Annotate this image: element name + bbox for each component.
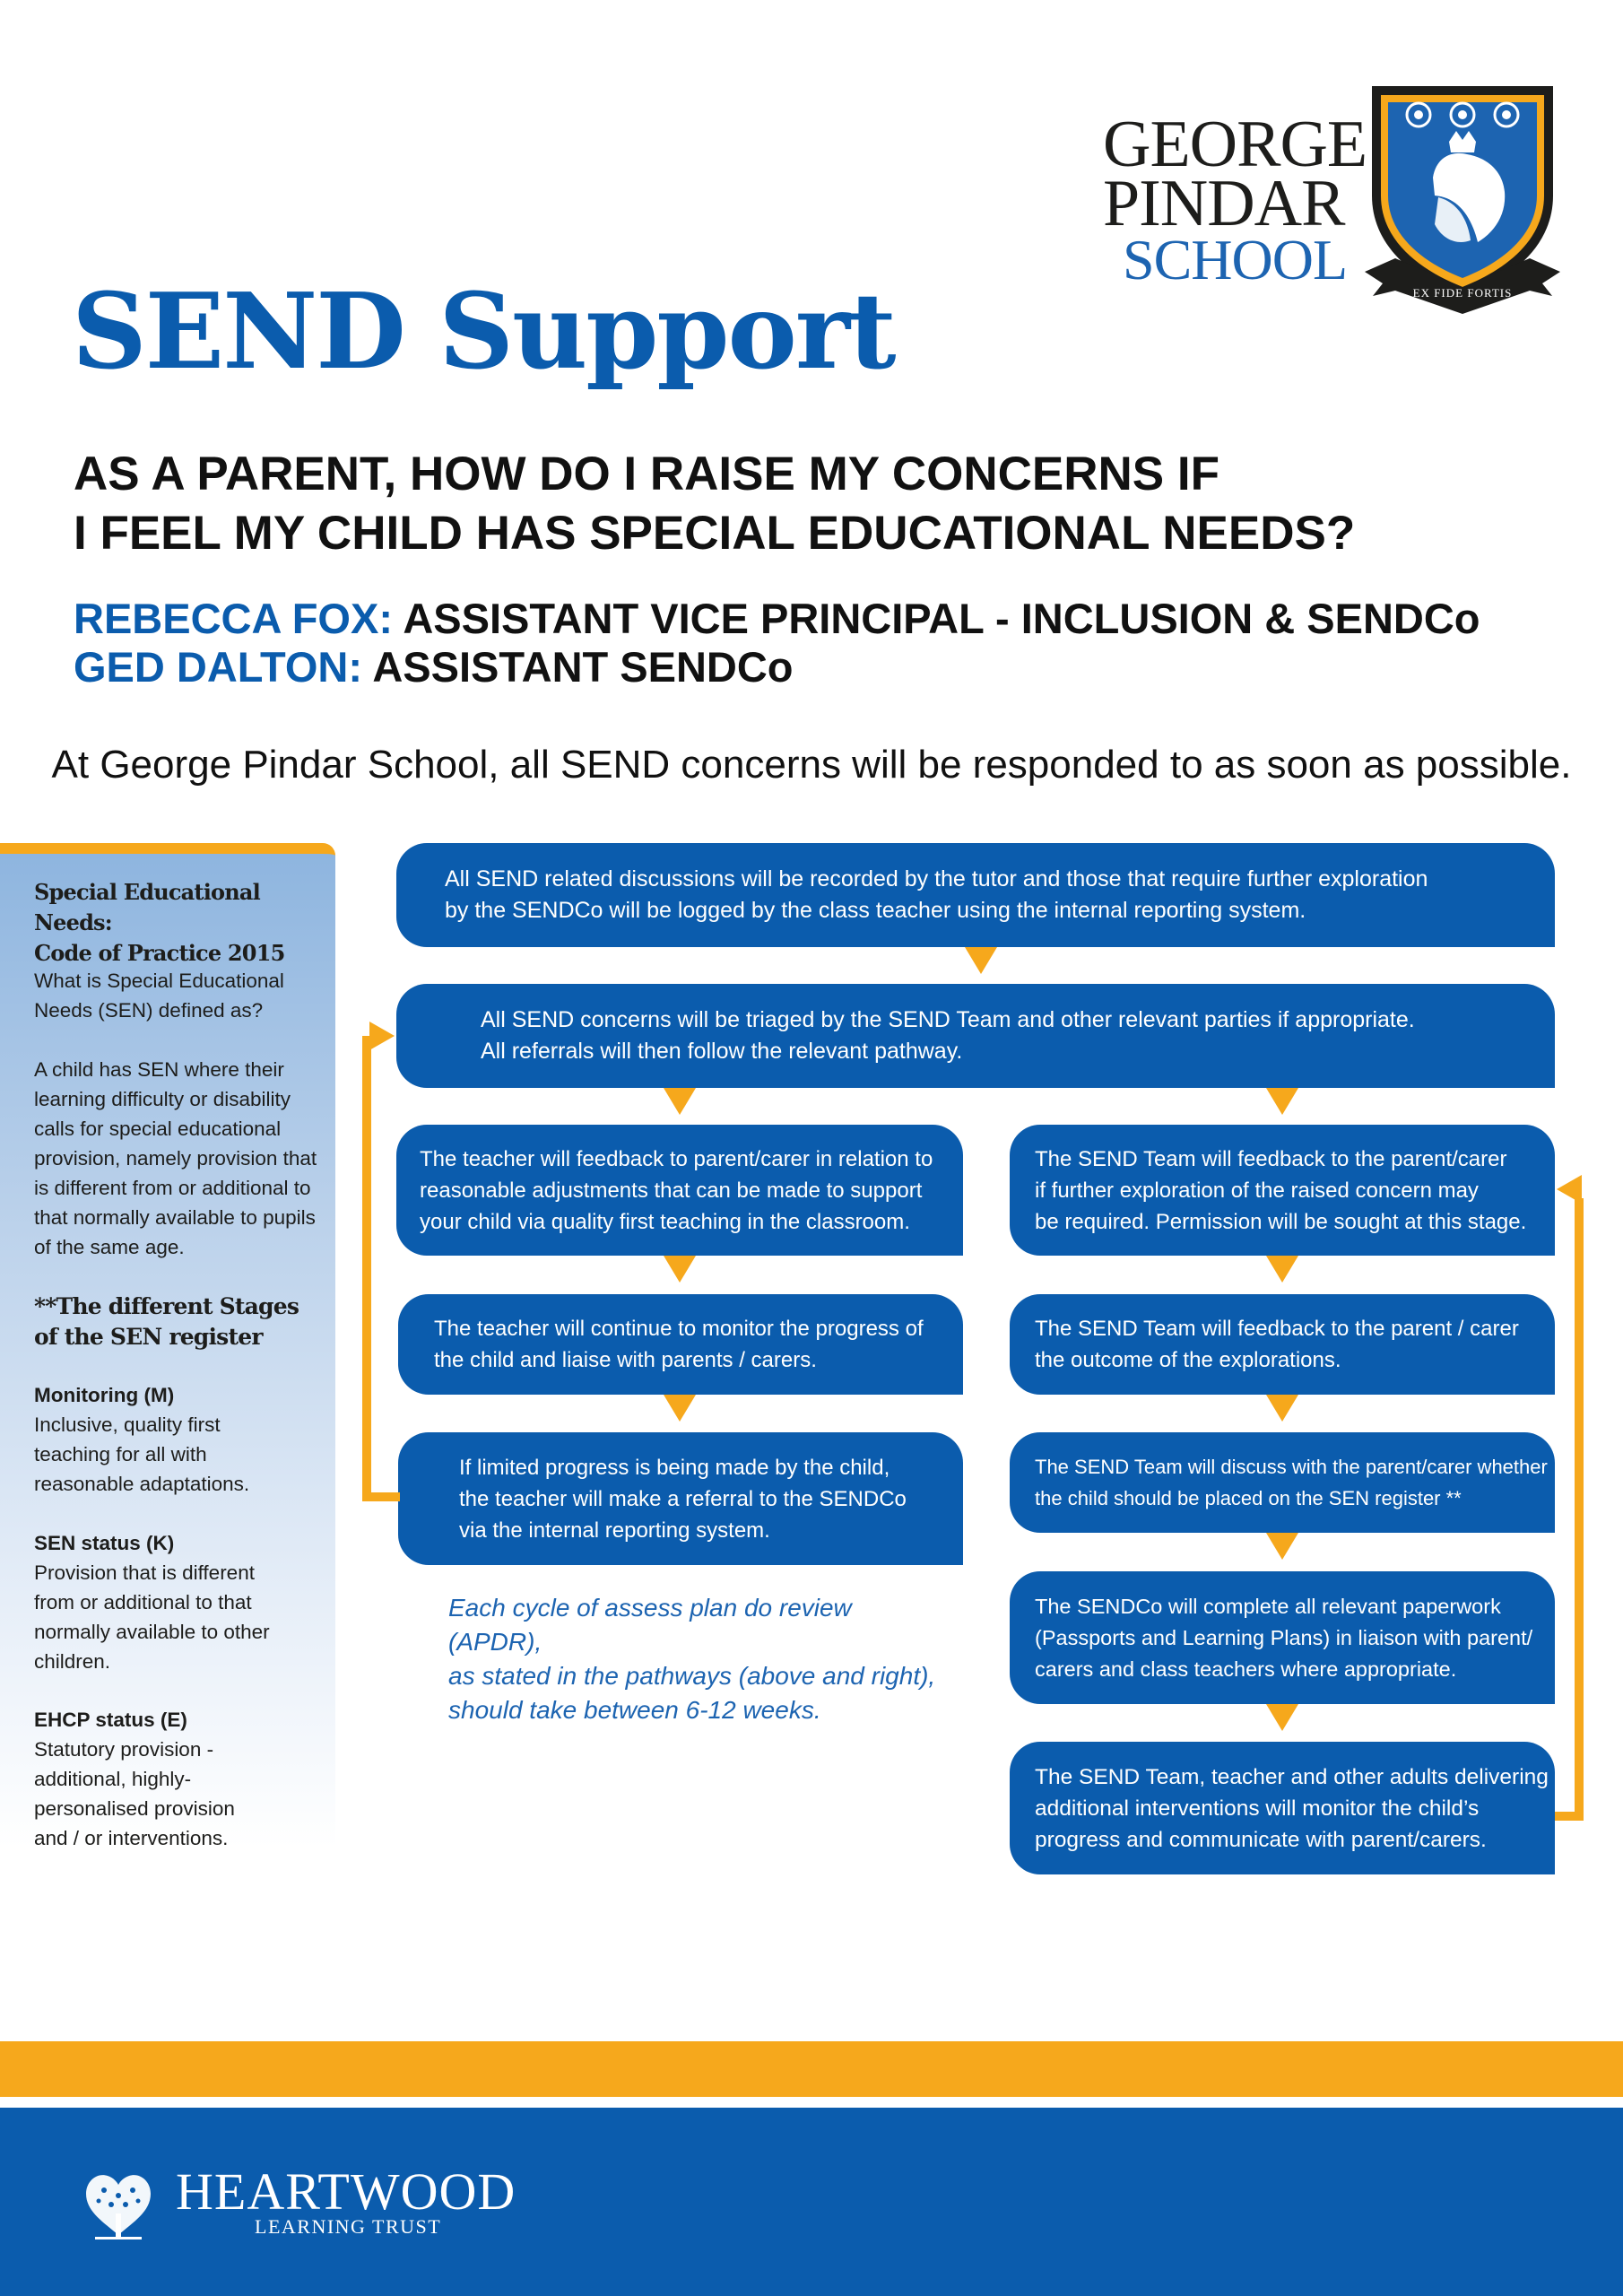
logo-line-2: PINDAR	[1103, 167, 1345, 240]
staff-row	[74, 643, 1480, 691]
flow-text-line: via the internal reporting system.	[459, 1518, 770, 1543]
sidebar-text-line: is different from or additional to	[34, 1177, 311, 1199]
stage-text-line: personalised provision	[34, 1797, 235, 1820]
flow-box-send-outcome	[1010, 1294, 1555, 1395]
flow-arrow-down	[965, 947, 997, 974]
flow-arrow-right	[369, 1022, 395, 1050]
school-logo-text	[1103, 108, 1372, 291]
sidebar-text-line: of the same age.	[34, 1236, 185, 1258]
staff-name: REBECCA FOX:	[74, 595, 393, 642]
flow-text-line: the teacher will make a referral to the SENDCo	[459, 1486, 907, 1511]
sidebar-text-line: A child has SEN where their	[34, 1058, 284, 1081]
flow-box-teacher-referral	[398, 1432, 963, 1565]
flow-text-line: The SEND Team will feedback to the parent/carer	[1035, 1146, 1507, 1171]
intro-statement: At George Pindar School, all SEND concerns will be responded to as soon as possible.	[51, 743, 1572, 787]
flow-box-record	[396, 843, 1555, 947]
stage-text-line: Inclusive, quality first	[34, 1413, 221, 1436]
flow-arrow-down	[1266, 1256, 1298, 1283]
flow-text-line: your child via quality first teaching in the classroom.	[420, 1209, 910, 1234]
sidebar-text-line: calls for special educational	[34, 1118, 282, 1140]
flow-arrow-down	[664, 1088, 696, 1115]
sidebar-heading	[34, 877, 323, 969]
loop-line-left-vertical	[362, 1036, 371, 1501]
sidebar-heading-line: Special Educational Needs:	[34, 879, 260, 935]
flow-text-line: (Passports and Learning Plans) in liaison with parent/	[1035, 1625, 1533, 1649]
flow-text-line: by the SENDCo will be logged by the class teacher using the internal reporting system.	[445, 898, 1306, 923]
logo-motto: EX FIDE FORTIS	[1412, 286, 1513, 300]
stage-text-line: from or additional to that	[34, 1591, 252, 1613]
stage-text-line: reasonable adaptations.	[34, 1473, 250, 1495]
stage-text-line: teaching for all with	[34, 1443, 207, 1465]
flow-text-line: be required. Permission will be sought at this stage.	[1035, 1209, 1527, 1234]
stage-monitoring	[34, 1380, 323, 1499]
sidebar-text-line: that normally available to pupils	[34, 1206, 316, 1229]
footer-stripe	[0, 2041, 1623, 2097]
note-line: as stated in the pathways (above and right),	[448, 1662, 936, 1690]
question-line: AS A PARENT, HOW DO I RAISE MY CONCERNS IF	[74, 448, 1219, 500]
sidebar-heading-line: **The different Stages	[34, 1293, 299, 1319]
flow-text-line: All referrals will then follow the relevant pathway.	[481, 1039, 963, 1064]
sidebar-text-line: learning difficulty or disability	[34, 1088, 291, 1110]
sidebar-definition	[34, 1055, 323, 1262]
sidebar-heading-line: Code of Practice 2015	[34, 940, 285, 966]
apdr-note	[448, 1591, 950, 1727]
flow-box-sendco-paperwork	[1010, 1571, 1555, 1704]
flow-box-send-register	[1010, 1432, 1555, 1533]
stage-term: SEN status (K)	[34, 1532, 175, 1554]
parent-question	[74, 445, 1419, 563]
staff-contacts	[74, 595, 1480, 691]
flow-text-line: The teacher will feedback to parent/carer in relation to	[420, 1146, 933, 1171]
logo-line-1: GEORGE	[1103, 108, 1367, 181]
sidebar-stages-heading	[34, 1292, 323, 1352]
flow-text-line: The SEND Team, teacher and other adults delivering	[1035, 1764, 1549, 1789]
flow-box-teacher-feedback	[396, 1125, 963, 1256]
loop-line-right-vertical	[1575, 1198, 1584, 1821]
flow-box-triage	[396, 984, 1555, 1088]
page-title: SEND Support	[72, 271, 895, 393]
stage-text-line: Provision that is different	[34, 1561, 255, 1584]
stage-text-line: and / or interventions.	[34, 1827, 229, 1849]
stage-sen-status	[34, 1528, 323, 1676]
sidebar-question	[34, 966, 323, 1025]
staff-role: ASSISTANT VICE PRINCIPAL - INCLUSION & SENDCo	[403, 595, 1480, 642]
sidebar-text-line: What is Special Educational	[34, 970, 284, 992]
flow-box-teacher-monitor	[398, 1294, 963, 1395]
flow-arrow-down	[1266, 1395, 1298, 1422]
sidebar-text-line: Needs (SEN) defined as?	[34, 999, 264, 1022]
footer-trust-subtitle: LEARNING TRUST	[255, 2215, 442, 2238]
flow-arrow-down	[664, 1395, 696, 1422]
note-line: should take between 6-12 weeks.	[448, 1696, 821, 1724]
flow-text-line: All SEND related discussions will be recorded by the tutor and those that require further exploration	[445, 866, 1428, 891]
flow-text-line: the child and liaise with parents / carers.	[434, 1348, 817, 1372]
flow-text-line: If limited progress is being made by the child,	[459, 1455, 890, 1480]
flow-arrow-down	[1266, 1088, 1298, 1115]
flow-box-monitor-interventions	[1010, 1742, 1555, 1874]
flow-text-line: carers and class teachers where appropriate.	[1035, 1657, 1457, 1681]
stage-text-line: children.	[34, 1650, 111, 1673]
flow-arrow-down	[1266, 1533, 1298, 1560]
flow-text-line: the child should be placed on the SEN register **	[1035, 1487, 1462, 1509]
flow-text-line: The teacher will continue to monitor the progress of	[434, 1317, 924, 1341]
flow-arrow-down	[1266, 1704, 1298, 1731]
stage-term: Monitoring (M)	[34, 1384, 175, 1406]
logo-line-3: SCHOOL	[1123, 228, 1348, 291]
staff-role: ASSISTANT SENDCo	[372, 643, 794, 691]
flow-text-line: the outcome of the explorations.	[1035, 1348, 1341, 1372]
stage-term: EHCP status (E)	[34, 1709, 187, 1731]
flow-text-line: progress and communicate with parent/carers.	[1035, 1827, 1487, 1852]
note-line: Each cycle of assess plan do review (APDR),	[448, 1594, 852, 1656]
footer-trust-name: HEARTWOOD	[176, 2162, 516, 2221]
stage-ehcp-status	[34, 1705, 323, 1853]
sidebar-heading-line: of the SEN register	[34, 1324, 263, 1350]
staff-name: GED DALTON:	[74, 643, 363, 691]
flow-text-line: additional interventions will monitor the child’s	[1035, 1796, 1480, 1821]
flow-text-line: if further exploration of the raised concern may	[1035, 1178, 1479, 1203]
flow-text-line: All SEND concerns will be triaged by the SEND Team and other relevant parties if appropriate.	[481, 1007, 1415, 1032]
flow-arrow-down	[664, 1256, 696, 1283]
tree-heart-icon	[77, 2163, 160, 2242]
school-crest-icon	[1363, 79, 1562, 314]
flow-text-line: reasonable adjustments that can be made to support	[420, 1178, 923, 1203]
stage-text-line: normally available to other	[34, 1621, 270, 1643]
staff-row	[74, 595, 1480, 643]
flow-text-line: The SEND Team will discuss with the parent/carer whether	[1035, 1456, 1548, 1478]
question-line: I FEEL MY CHILD HAS SPECIAL EDUCATIONAL NEEDS?	[74, 507, 1356, 560]
flow-box-send-feedback	[1010, 1125, 1555, 1256]
sidebar-text-line: provision, namely provision that	[34, 1147, 317, 1170]
flow-text-line: The SENDCo will complete all relevant paperwork	[1035, 1594, 1501, 1618]
flow-text-line: The SEND Team will feedback to the parent / carer	[1035, 1317, 1519, 1341]
flow-arrow-left	[1557, 1175, 1582, 1204]
stage-text-line: Statutory provision -	[34, 1738, 214, 1761]
stage-text-line: additional, highly-	[34, 1768, 192, 1790]
